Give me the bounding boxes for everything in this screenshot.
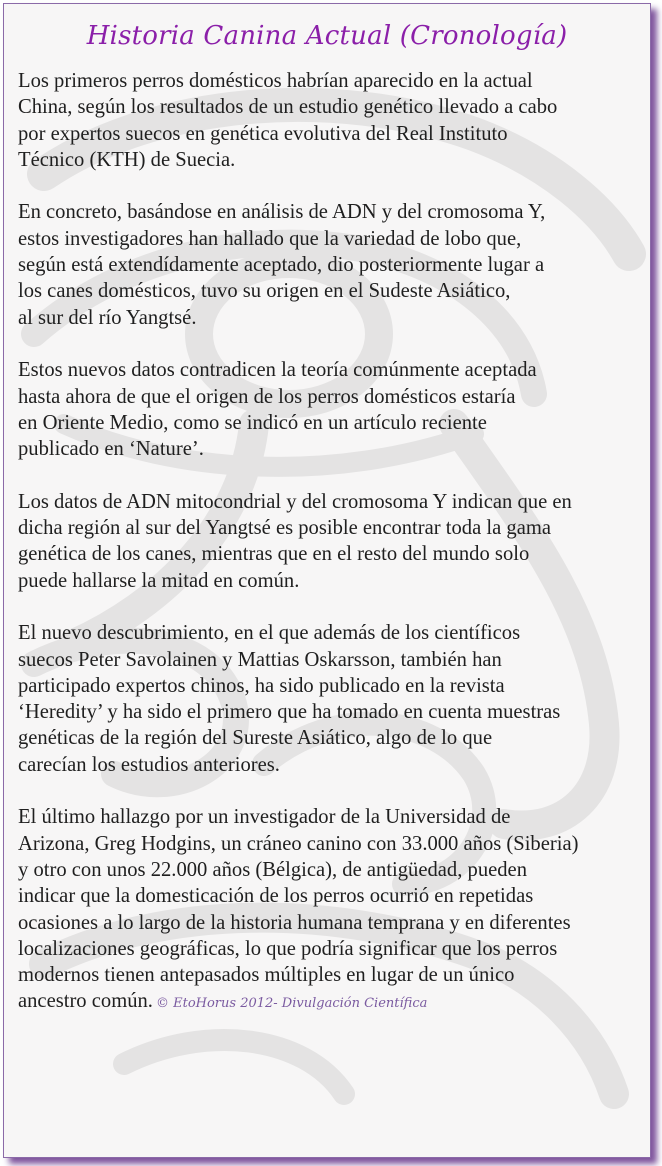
- text-line: carecían los estudios anteriores.: [18, 753, 280, 776]
- text-line: Técnico (KTH) de Suecia.: [18, 148, 236, 171]
- text-line: publicado en ‘Nature’.: [18, 438, 204, 461]
- paragraph: [18, 68, 650, 173]
- text-line: en Oriente Medio, como se indicó en un artículo reciente: [18, 411, 487, 434]
- paragraph: [18, 357, 650, 462]
- text-line: ‘Heredity’ y ha sido el primero que ha tomado en cuenta muestras: [18, 701, 561, 724]
- text-line: puede hallarse la mitad en común.: [18, 569, 300, 592]
- paragraph: [18, 620, 650, 778]
- text-line: ancestro común.: [18, 990, 153, 1013]
- text-line: modernos tienen antepasados múltiples en lugar de un único: [18, 964, 515, 987]
- text-line: El nuevo descubrimiento, en el que además de los científicos: [18, 622, 521, 645]
- text-line: genéticas de la región del Sureste Asiático, algo de lo que: [18, 727, 493, 750]
- text-line: los canes domésticos, tuvo su origen en el Sudeste Asiático,: [18, 280, 511, 303]
- text-line: ocasiones a lo largo de la historia humana temprana y en diferentes: [18, 911, 571, 934]
- text-line: En concreto, basándose en análisis de ADN y del cromosoma Y,: [18, 201, 546, 224]
- text-line: según está extendídamente aceptado, dio posteriormente lugar a: [18, 254, 545, 277]
- text-line: Arizona, Greg Hodgins, un cráneo canino con 33.000 años (Siberia): [18, 832, 579, 855]
- page-title: Historia Canina Actual (Cronología): [86, 21, 568, 51]
- text-line: Los primeros perros domésticos habrían aparecido en la actual: [18, 70, 533, 92]
- article-body: [18, 68, 650, 1018]
- copyright-credit: © EtoHorus 2012- Divulgación Científica: [155, 996, 428, 1012]
- text-line: dicha región al sur del Yangtsé es posible encontrar toda la gama: [18, 517, 551, 540]
- text-line: El último hallazgo por un investigador de la Universidad de: [18, 806, 511, 829]
- text-line: Estos nuevos datos contradicen la teoría comúnmente aceptada: [18, 359, 537, 382]
- text-line: localizaciones geográficas, lo que podría significar que los perros: [18, 937, 558, 960]
- text-line: suecos Peter Savolainen y Mattias Oskarsson, también han: [18, 648, 502, 671]
- article-card: [3, 3, 651, 1158]
- text-line: hasta ahora de que el origen de los perros domésticos estaría: [18, 385, 516, 408]
- text-line: participado expertos chinos, ha sido publicado en la revista: [18, 674, 505, 697]
- text-line: por expertos suecos en genética evolutiva del Real Instituto: [18, 122, 508, 145]
- last-line: [18, 988, 650, 1017]
- paragraph: [18, 489, 650, 594]
- paragraph: [18, 804, 650, 1017]
- text-line: Los datos de ADN mitocondrial y del cromosoma Y indican que en: [18, 490, 572, 513]
- text-line: al sur del río Yangtsé.: [18, 306, 197, 329]
- text-line: indicar que la domesticación de los perros ocurrió en repetidas: [18, 885, 534, 908]
- text-line: estos investigadores han hallado que la variedad de lobo que,: [18, 227, 522, 250]
- text-line: genética de los canes, mientras que en el resto del mundo solo: [18, 543, 530, 566]
- text-line: China, según los resultados de un estudio genético llevado a cabo: [18, 96, 558, 119]
- text-line: y otro con unos 22.000 años (Bélgica), de antigüedad, pueden: [18, 858, 527, 881]
- paragraph: [18, 199, 650, 330]
